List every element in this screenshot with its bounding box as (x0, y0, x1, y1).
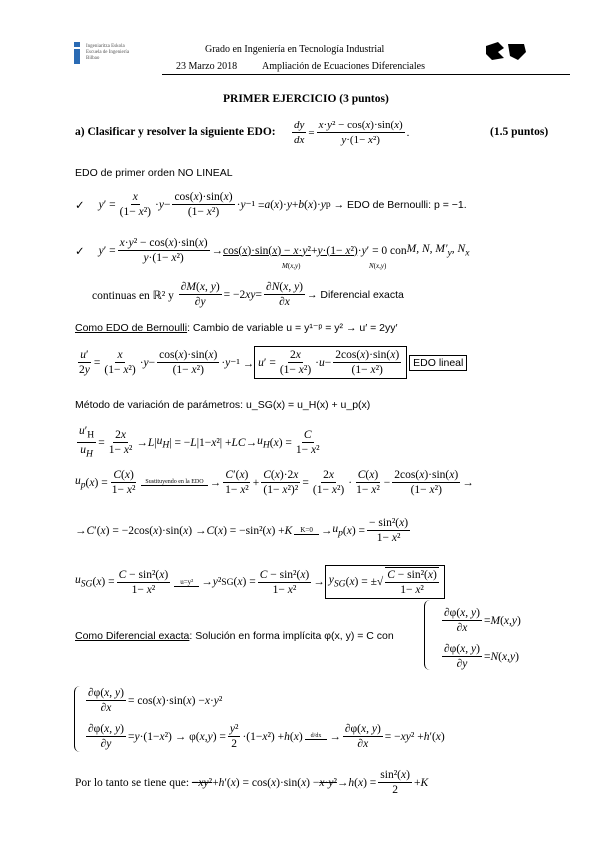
exact-method-text: Como Diferencial exacta: Solución en forma implícita φ(x, y) = C con (75, 630, 394, 642)
variation-text: Método de variación de parámetros: u_SG(x) = u_H(x) + u_p(x) (75, 399, 371, 411)
check-icon: ✓ (75, 199, 85, 212)
faculty-logo (484, 40, 528, 67)
part-a-label: a) Clasificar y resolver la siguiente EDO: (75, 126, 276, 138)
general-solution-box: $y_{SG}$ ( x ) = ±√ $\frac{\text{C − sin²(x)}}{\text{1− x²}}$ (325, 565, 445, 599)
header-divider (162, 74, 570, 75)
degree-title: Grado en Ingeniería en Tecnología Industrial (205, 44, 385, 55)
check-icon: ✓ (75, 245, 85, 258)
formula-linear-ode: $\frac{u'}{2y}$ = $\frac{x}{\text{(1− x²)}}$ · y − $\frac{\cos(x)\cdot\sin(x)}{\text{(1− x²)}}$ · y ⁻¹ → u ′ = $\frac{2x}{\text{(1− x²)}}$ · u − $\frac{2\cos(x)\cdot\sin(x)}{\text{(1− x²)}}$ EDO lineal (75, 346, 467, 379)
classification-text: EDO de primer orden NO LINEAL (75, 167, 233, 179)
formula-homogeneous: $\frac{u'_H}{u_H}$ = $\frac{2x}{\text{1− x²}}$ → L | $u_H$ | = − L |1− x ²| + LC → $u_H$ ( x ) = $\frac{C}{\text{1− x²}}$ (79, 425, 320, 460)
university-logo (74, 42, 82, 64)
linear-label: EDO lineal (409, 355, 467, 371)
linear-ode-box: u ′ = $\frac{2x}{\text{(1− x²)}}$ · u − $\frac{2\cos(x)\cdot\sin(x)}{\text{(1− x²)}}$ (254, 346, 407, 379)
part-a-points: (1.5 puntos) (490, 126, 549, 138)
formula-general-solution: $u_{SG}$ ( x ) = $\frac{\text{C − sin²(x)}}{\text{1− x²}}$ u=y² → y ² SG ( x ) = $\frac{\text{C − sin²(x)}}{\text{1− x²}}$ → $y_{SG}$ ( x ) = ±√ $\frac{\text{C − sin²(x)}}{\text{1− x²}}$ (75, 565, 445, 599)
exercise-title: PRIMER EJERCICIO (3 puntos) (223, 93, 389, 105)
system-eq1: $\frac{\partial\varphi(x, y)}{\partial x}$ = M ( x , y ) (444, 607, 521, 634)
formula-bernoulli-form: ✓ y ′ = $\frac{x}{\text{(1− x²)}}$ · y − $\frac{\cos(x)\cdot\sin(x)}{\text{(1− x²)}}$ · y ⁻¹ = a ( x )· y + b ( x )· y p → EDO de Bernoulli: p = −1. (75, 191, 467, 218)
label-N: N(x,y) (369, 262, 387, 270)
system2-eq1: $\frac{\partial\varphi(x, y)}{\partial x}$ = cos( x )·sin( x ) − x · y ² (88, 687, 223, 714)
system-eq2: $\frac{\partial\varphi(x, y)}{\partial y}$ = N ( x , y ) (444, 643, 519, 670)
formula-particular: $u_p$ ( x ) = $\frac{C(x)}{\text{1− x²}}$ Sustituyendo en la EDO → $\frac{C'(x)}{\text{1− x²}}$ + $\frac{C(x)\cdot 2x}{\text{(1− x²)²}}$ = $\frac{2x}{\text{(1− x²)}}$ · $\frac{C(x)}{\text{1− x²}}$ − $\frac{2\cos(x)\cdot\sin(x)}{\text{(1− x²)}}$ → (75, 469, 474, 496)
university-name: Ingeniaritza Eskola Escuela de Ingeniería Bilbao (86, 44, 130, 61)
formula-conclusion: Por lo tanto se tiene que: −xy² + h ′( x ) = cos( x )·sin( x ) − x·y² → h ( x ) = $\frac{\text{sin²(x)}}{2}$ + K (75, 769, 429, 796)
course-name: Ampliación de Ecuaciones Diferenciales (262, 61, 425, 72)
ode-formula: $\frac{dy}{dx}$ = $\frac{\text{x·y² − cos(x)·sin(x)}}{\text{y·(1− x²)}}$ . (294, 119, 410, 146)
bernoulli-method-text: Como EDO de Bernoulli: Cambio de variable u = y¹⁻ᵖ = y² → u′ = 2yy′ (75, 322, 398, 334)
formula-exact-condition: continuas en ℝ² y $\frac{\partial M(x, y)}{\partial y}$ = −2 xy = $\frac{\partial N(x, y)}{\partial x}$ → Diferencial exacta (92, 281, 404, 308)
label-M: M(x,y) (282, 262, 301, 270)
formula-c-of-x: → C ′( x ) = −2cos( x )·sin( x ) → C ( x ) = −sin²( x ) + K K=0 → $u_p$ ( x ) = $\frac{\text{− sin²(x)}}{\text{1− x²}}$ (75, 517, 409, 544)
exam-date: 23 Marzo 2018 (176, 61, 238, 72)
formula-exact-form: ✓ y ′ = $\frac{\text{x·y² − cos(x)·sin(x)}}{\text{y·(1− x²)}}$ → cos(x)·sin(x) − x·y² + y·(1− x²) · y ′ = 0 con M, N, $M'_y$, $N_x$ (75, 237, 470, 264)
system2-eq2: $\frac{\partial\varphi(x, y)}{\partial y}$ = y ·(1− x ²) → φ( x , y ) = $\frac{\text{y²}}{2}$ ·(1− x ²) + h ( x ) d/dx → $\frac{\partial\varphi(x, y)}{\partial x}$ = − xy ² + h ′( x ) (88, 723, 445, 750)
system-brace (424, 600, 437, 670)
